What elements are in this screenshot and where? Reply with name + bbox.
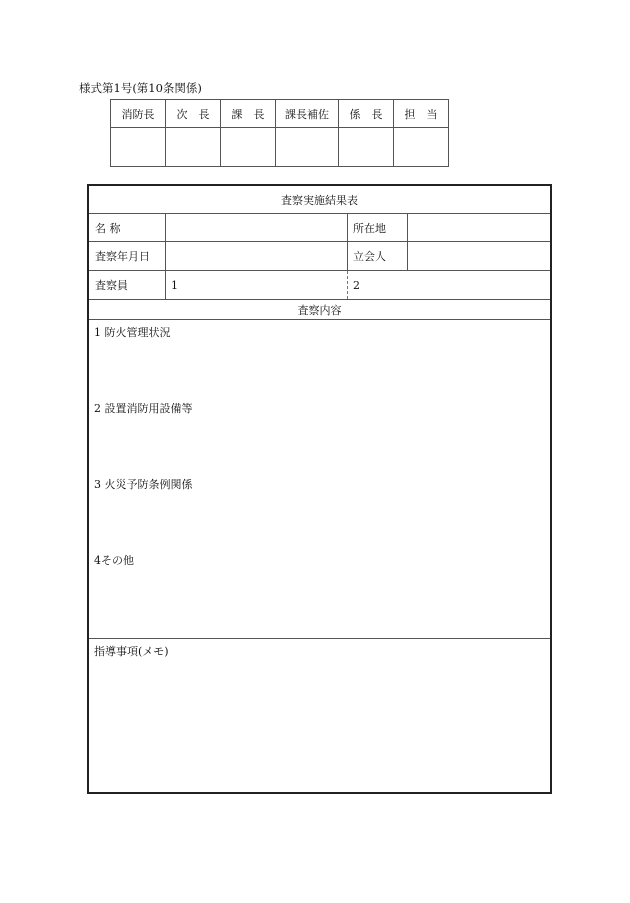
- approval-header-fire-chief: 消防長: [111, 100, 166, 128]
- form-number: 様式第1号(第10条関係): [79, 81, 202, 95]
- inspection-result-form: [87, 184, 552, 794]
- approval-header-deputy-chief: 次 長: [166, 100, 221, 128]
- approval-header-section-chief: 課 長: [221, 100, 276, 128]
- inspector-2-field[interactable]: 2: [353, 278, 360, 292]
- memo-area[interactable]: [89, 639, 550, 792]
- location-label: 所在地: [353, 221, 386, 235]
- witness-field[interactable]: [407, 242, 550, 270]
- date-row: [89, 242, 550, 271]
- stamp-cell-subsection-chief[interactable]: [339, 128, 394, 167]
- stamp-cell-assistant-chief[interactable]: [276, 128, 339, 167]
- name-field[interactable]: [165, 214, 347, 241]
- inspection-content-area[interactable]: [89, 320, 550, 639]
- section-fire-prevention-management: 1 防火管理状況: [94, 326, 171, 339]
- name-row: [89, 214, 550, 242]
- report-title: 査察実施結果表: [281, 193, 358, 207]
- stamp-cell-deputy-chief[interactable]: [166, 128, 221, 167]
- location-field[interactable]: [407, 214, 550, 241]
- approval-header-staff: 担 当: [394, 100, 449, 128]
- stamp-cell-staff[interactable]: [394, 128, 449, 167]
- inspector-label: 査察員: [95, 279, 128, 292]
- approval-header-assistant-chief: 課長補佐: [276, 100, 339, 128]
- name-label: 名 称: [95, 221, 121, 235]
- approval-stamp-table: [110, 99, 449, 167]
- content-header-row: [89, 300, 550, 320]
- inspection-content-header: 査察内容: [297, 303, 342, 317]
- guidance-memo-label: 指導事項(メモ): [94, 645, 169, 658]
- stamp-cell-section-chief[interactable]: [221, 128, 276, 167]
- section-fire-equipment: 2 設置消防用設備等: [94, 402, 193, 415]
- inspection-date-field[interactable]: [165, 242, 347, 270]
- inspection-date-label: 査察年月日: [95, 250, 150, 263]
- inspector-row: [89, 271, 550, 300]
- inspector-1-field[interactable]: 1: [171, 278, 178, 292]
- title-row: [89, 186, 550, 214]
- approval-header-subsection-chief: 係 長: [339, 100, 394, 128]
- section-fire-ordinance: 3 火災予防条例関係: [94, 478, 193, 491]
- stamp-cell-fire-chief[interactable]: [111, 128, 166, 167]
- section-other: 4その他: [94, 554, 134, 567]
- witness-label: 立会人: [353, 250, 386, 263]
